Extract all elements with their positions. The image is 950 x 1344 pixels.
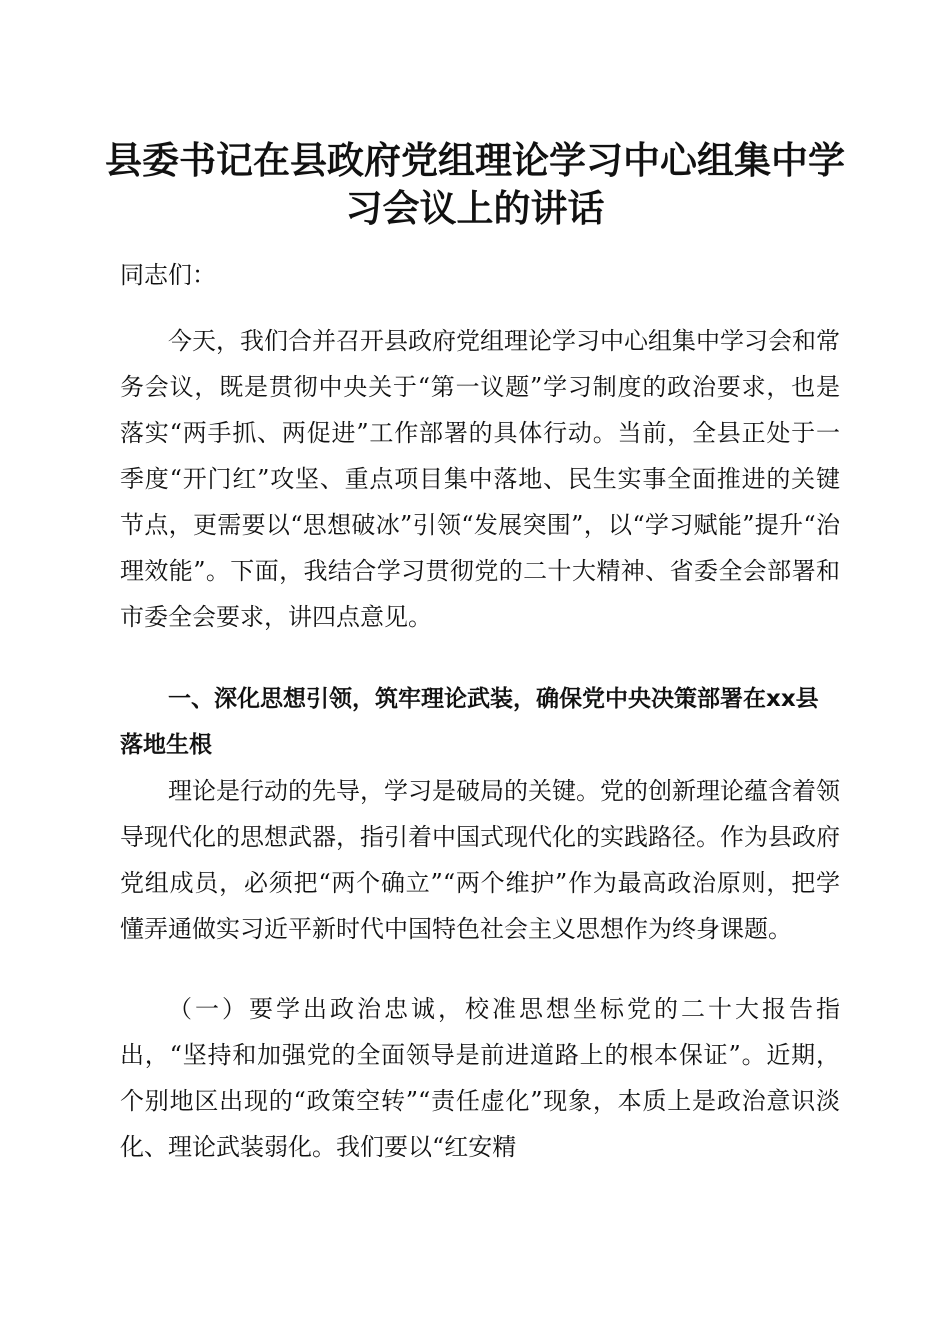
greeting: 同志们： (120, 261, 216, 289)
section-heading-1: 一、深化思想引领，筑牢理论武装，确保党中央决策部署在xx县落地生根 (120, 686, 819, 758)
opening-paragraph: 今天，我们合并召开县政府党组理论学习中心组集中学习会和常务会议，既是贯彻中央关于“第一议题”学习制度的政治要求，也是落实“两手抓、两促进”工作部署的具体行动。当前，全县正处于一季度“开门红”攻坚、重点项目集中落地、民生实事全面推进的关键节点，更需要以“思想破冰”引领“发展突围”，以“学习赋能”提升“治理效能”。下面，我结合学习贯彻党的二十大精神、省委全会部署和市委全会要求，讲四点意见。 (120, 327, 840, 631)
section-1-paragraph: 理论是行动的先导，学习是破局的关键。党的创新理论蕴含着领导现代化的思想武器，指引着中国式现代化的实践路径。作为县政府党组成员，必须把“两个确立”“两个维护”作为最高政治原则，把学懂弄通做实习近平新时代中国特色社会主义思想作为终身课题。 (120, 777, 840, 943)
subsection-heading-1: （一）要学出政治忠诚，校准思想坐标 (168, 995, 627, 1023)
subsection-1-paragraph (120, 986, 840, 1170)
document-title-line2: 习会议上的讲话 (345, 186, 605, 230)
document-title-line1: 县委书记在县政府党组理论学习中心组集中学 (105, 138, 845, 182)
subsection-1-text: 党的二十大报告指出，“坚持和加强党的全面领导是前进道路上的根本保证”。近期，个别地区出现的“政策空转”“责任虚化”现象，本质上是政治意识淡化、理论武装弱化。我们要以“红安精 (120, 995, 840, 1161)
